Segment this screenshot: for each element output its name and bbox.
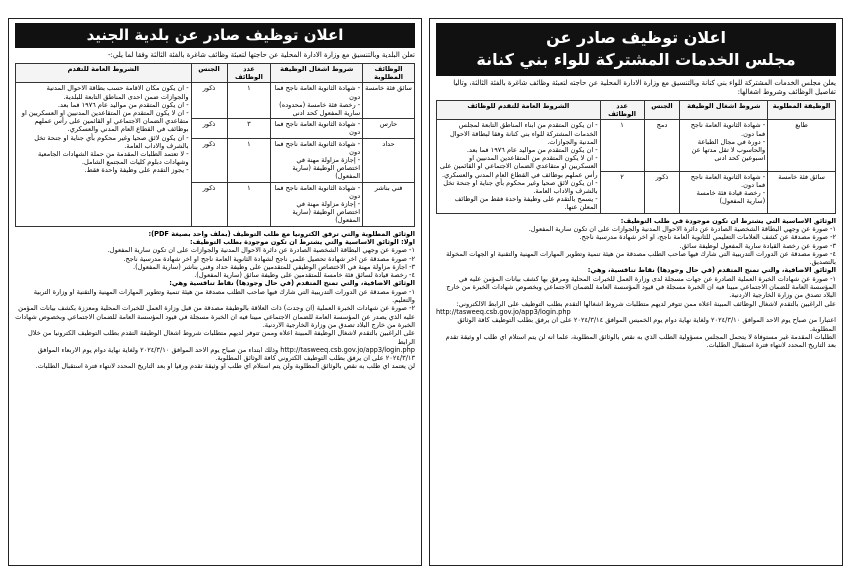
documents-section: [15, 230, 415, 371]
condition: - ان يكون المتقدم من ابناء المناطق التابعة لمجلس الخدمات المشتركة للواء بني كنانة وفقا لبطاقة الاحوال المدنية والجوازات.: [449, 121, 598, 146]
condition: - ان لا يكون المتقدم من المتقاعدين المدنيين او العسكريين او متقاعدي الضمان الاجتماعي او القائمين على رأس عملهم بوظائف في القطاع العام المدني والعسكري.: [21, 109, 189, 134]
condition: - ان يكون لائق صحيا وغير محكوم بأي جناية او جنحة تخل بالشرف والاداب العامة.: [34, 133, 189, 150]
column-header: الجنس: [644, 101, 680, 120]
requirement: - شهادة الثانوية العامة ناجح فما دون: [274, 84, 361, 101]
notice: لن يعتمد اي طلب به نقص بالوثائق المطلوبة ولن يتم استلام اي طلب او وثيقة تقدم ورقيا او بعد التاريخ المحدد لانتهاء فترة استقبال الطلبات.: [35, 362, 415, 371]
job-gender: ذكور: [191, 182, 227, 226]
job-requirements: [271, 182, 363, 226]
ad-title-line1: اعلان توظيف صادر عن: [546, 28, 726, 47]
condition: - ان يكون المتقدم من مواليد عام ١٩٧٦ فما بعد.: [57, 100, 189, 109]
table-header-row: [16, 64, 415, 83]
job-gender: ذكور: [191, 119, 227, 138]
table-header-row: [437, 101, 836, 120]
requirement: - إجازة مزاولة مهنة في اختصاص الوظيفة (سارية المفعول): [292, 156, 361, 181]
doc-item: ٣- اجازة مزاولة مهنة في الاختصاص الوظيفي للمتقدمين على وظيفة حداد وفني بناشر (سارية المفعول).: [132, 262, 415, 271]
apply-instructions: على الراغبين بالتقدم لاشغال الوظيفة المبينة اعلاه وممن تتوفر لديهم متطلبات شروط اشغال الوظيفة التقدم بطلب التوظيف الكترونيا من خلال الرابط: [27, 329, 415, 346]
job-requirements: [680, 120, 768, 171]
condition: - ان يكون المتقدم من مواليد عام ١٩٧٦ فما بعد.: [466, 146, 598, 155]
doc-item: ١- صورة مصدقة عن الدورات التدريبية التي شارك فيها صاحب الطلب مصدقة من هيئة تنمية وتطوير المهارات المهنية والتقنية او وزارة التربية والتعليم.: [33, 287, 415, 305]
table-row: [16, 83, 415, 119]
column-header: الوظائف المطلوبة: [363, 64, 415, 83]
ad-intro: يعلن مجلس الخدمات المشتركة للواء بني كنانة وبالتنسيق مع وزارة الادارة المحلية عن حاجته لتعبئة وظائف شاغرة بالفئة الثالثة، وتاليا تفاصيل الوظائف وشروط اشغالها:: [453, 79, 836, 96]
doc-item: ١- صورة عن وجهي البطاقة الشخصية الصادرة عن دائرة الاحوال المدنية والجوازات على ان تكون سارية المفعول.: [107, 246, 415, 255]
job-gender: دمج: [644, 120, 680, 171]
requirement: - شهادة الثانوية العامة ناجح فما دون.: [690, 172, 766, 190]
doc-item: ٢- صورة مصدقة عن كشف العلامات التعليمي للثانوية العامة ناجح، او اخر شهادة مدرسية ناجح.: [579, 233, 836, 242]
condition: - يسمح بالتقدم على وظيفة واحدة فقط من الوظائف المعلن عنها.: [454, 195, 598, 212]
requirement: - دورة في مجال الطباعة والحاسوب لا تقل مدتها عن اسبوعين كحد ادنى: [691, 137, 766, 163]
ad-intro: تعلن البلدية وبالتنسيق مع وزارة الادارة المحلية عن حاجتها لتعبئة وظائف شاغرة بالفئة الثالثة وفقا لما يلي:-: [107, 51, 415, 59]
docs-extra-heading: الوثائق الاضافية، والتي تمنح المتقدم (في حال وجودها) نقاط تنافسية وهي:: [169, 279, 415, 288]
requirement: - رخصة فئة خامسة (محدوده) سارية المفعول كحد ادنى: [279, 100, 361, 118]
jobs-table: [15, 63, 415, 227]
job-title: سائق فئة خامسة: [363, 83, 415, 119]
column-header: عدد الوظائف: [600, 101, 644, 120]
job-title: فني بناشر: [363, 182, 415, 226]
condition: - يجوز التقدم على وظيفة واحدة فقط.: [84, 166, 189, 175]
condition: - ان يكون مكان الاقامة حسب بطاقة الاحوال المدنية والجوازات ضمن احدى المناطق التابعة للبلدية.: [46, 84, 189, 101]
job-count: ١: [227, 138, 271, 182]
job-count: ١: [227, 83, 271, 119]
doc-item: ١- صورة عن شهادات الخبرة العملية الصادرة عن جهات مسجلة لدى وزارة العمل للخبرات المحلية ومرفق بها كشف بيانات المؤمن عليه في المؤسسة العامة للضمان الاجتماعي مبينا فيه ان الخبرة مسجلة في قيود المؤسسة العامة للضمان الاجتماعي وبخصوص شهادات الخبرة من خارج البلاد تصدق من وزارة الخارجية الاردنية.: [446, 274, 836, 300]
job-count: ٢: [600, 171, 644, 213]
doc-item: ١- صورة عن وجهي البطاقة الشخصية الصادرة عن دائرة الاحوال المدنية والجوازات على ان تكون سارية المفعول.: [528, 224, 836, 233]
doc-item: ٤- رخصة قيادة لسائق فئة خامسة للمتقدمين على وظيفة سائق (سارية المفعول).: [194, 271, 415, 280]
job-title: حداد: [363, 138, 415, 182]
apply-link-and-dates[interactable]: http://tasweeq.csb.gov.jo/app3/login.php وذلك ابتداء من صباح يوم الاحد الموافق ٢٠٢٤/٣/١٠ ولغاية نهاية دوام يوم الاربعاء الموافق ٢٠٢٤/٣/١٣ على ان يرفق بطلب التوظيف الكتروني كافة الوثائق المطلوبة.: [37, 345, 415, 363]
apply-link[interactable]: http://tasweeq.csb.gov.jo/app3/login.php: [436, 307, 571, 316]
requirement: - شهادة الثانوية العامة ناجح فما دون: [274, 139, 361, 156]
docs-heading: الوثائق المطلوبة والتي ترفق الكترونيا مع طلب التوظيف (بملف واحد بصيغة PDF):: [148, 229, 415, 238]
docs-heading: الوثائق الاساسية التي يشترط ان تكون موجودة في طلب التوظيف:: [620, 216, 836, 225]
job-count: ١: [227, 182, 271, 226]
column-header: الجنس: [191, 64, 227, 83]
doc-item: ٢- صورة عن شهادات الخبرة العملية (ان وجدت) ذات العلاقة بالوظيفة مصدقة من قبل وزارة العمل للخبرات المحلية ومعززة بكشف بيانات المؤمن عليه الذي يصدر عن المؤسسة العامة للضمان الاجتماعي مبينا فيه ان الخبرة مسجلة في قيود المؤسسة العامة للضمان الاجتماعي وبخصوص شهادات الخبرة من خارج البلاد تصدق من وزارة الخارجية الاردنية.: [15, 304, 415, 329]
requirement: - إجازة مزاولة مهنة في اختصاص الوظيفة (سارية المفعول): [292, 200, 361, 225]
job-title: طابع: [768, 120, 836, 171]
general-conditions: [437, 120, 601, 213]
ad-bani-kinana: [429, 18, 843, 566]
ad-title-line2: مجلس الخدمات المشتركة للواء بني كنانة: [476, 50, 796, 69]
apply-dates: اعتبارا من صباح يوم الاحد الموافق ٢٠٢٤/٣/١٠ ولغاية نهاية دوام يوم الخميس الموافق ٢٠٢٤/٣/١٤ على ان يرفق بطلب التوظيف كافة الوثائق المطلوبة.: [457, 316, 836, 333]
doc-item: ٣- صورة عن رخصة القيادة سارية المفعول لوظيفة سائق.: [679, 241, 836, 250]
job-title: سائق فئة خامسة: [768, 171, 836, 213]
requirement: - رخصة قيادة فئة خامسة (سارية المفعول): [696, 189, 766, 206]
column-header: عدد الوظائف: [227, 64, 271, 83]
docs-extra-heading: الوثائق الاضافية، والتي تمنح المتقدم (في حال وجودها) نقاط تنافسية، وهي:: [587, 266, 836, 275]
jobs-table: [436, 100, 836, 214]
job-requirements: [680, 171, 768, 213]
condition: - ان يكون لائق صحيا وغير محكوم بأي جناية او جنحة تخل بالشرف والاداب العامة.: [443, 178, 598, 196]
requirement: - شهادة الثانوية العامة ناجح فما دون.: [690, 121, 766, 138]
ad-title: اعلان توظيف صادر عن بلدية الجنيد: [15, 23, 415, 48]
column-header: الشروط العامة للتقدم: [16, 64, 192, 83]
job-requirements: [271, 119, 363, 138]
ad-al-junaid: [8, 18, 422, 566]
job-gender: ذكور: [191, 138, 227, 182]
job-gender: ذكور: [644, 171, 680, 213]
job-count: ١: [600, 120, 644, 171]
column-header: الوظيفة المطلوبة: [768, 101, 836, 120]
column-header: الشروط العامة للتقدم للوظائف: [437, 101, 601, 120]
ad-title: [436, 23, 836, 76]
job-title: حارس: [363, 119, 415, 138]
doc-item: ٢- صورة مصدقة عن اخر شهادة تحصيل علمي ناجح لشهادة الثانوية العامة ناجح او اخر شهادة مدرسية ناجح.: [123, 254, 415, 263]
table-row: [437, 120, 836, 171]
docs-subheading: اولا: الوثائق الاساسية والتي يشترط ان تكون موجودة بطلب التوظيف:: [190, 237, 415, 246]
job-requirements: [271, 83, 363, 119]
general-conditions: [16, 83, 192, 226]
notice: الطلبات المقدمة غير مستوفاة لا يتحمل المجلس مسؤولية الطلب الذي به نقص بالوثائق المطلوبة، علما انه لن يتم استلام اي طلب او وثيقة تقدم بعد التاريخ المحدد لانتهاء فترة استقبال الطلبات.: [445, 332, 836, 350]
column-header: شروط اشغال الوظيفة: [680, 101, 768, 120]
requirement: - شهادة الثانوية العامة ناجح فما دون: [274, 120, 361, 137]
job-gender: ذكور: [191, 83, 227, 119]
documents-section: [436, 217, 836, 350]
column-header: شروط اشغال الوظيفة: [271, 64, 363, 83]
job-requirements: [271, 138, 363, 182]
apply-instructions: على الراغبين بالتقدم لاشغال الوظائف المبينة اعلاه ممن تتوفر لديهم متطلبات شروط اشغالها التقدم بطلب التوظيف على الرابط الالكتروني:: [456, 299, 836, 308]
condition: - ان لا يكون المتقدم من المتقاعدين المدنيين او العسكريين او متقاعدي الضمان الاجتماعي او القائمين على رأس عملهم بوظائف في القطاع العام المدني والعسكري.: [439, 154, 598, 179]
requirement: - شهادة الثانوية العامة ناجح فما دون: [274, 183, 361, 200]
job-count: ٣: [227, 119, 271, 138]
condition: - لا تعتمد الطلبات المقدمة من حملة الشهادات الجامعية وشهادات دبلوم كليات المجتمع الشامل.: [38, 150, 189, 167]
doc-item: ٤- صورة مصدقة عن الدورات التدريبية التي شارك فيها صاحب الطلب مصدقة من هيئة تنمية وتطوير المهارات المهنية والتقنية او الجهات المخولة بالتصديق.: [446, 249, 836, 267]
